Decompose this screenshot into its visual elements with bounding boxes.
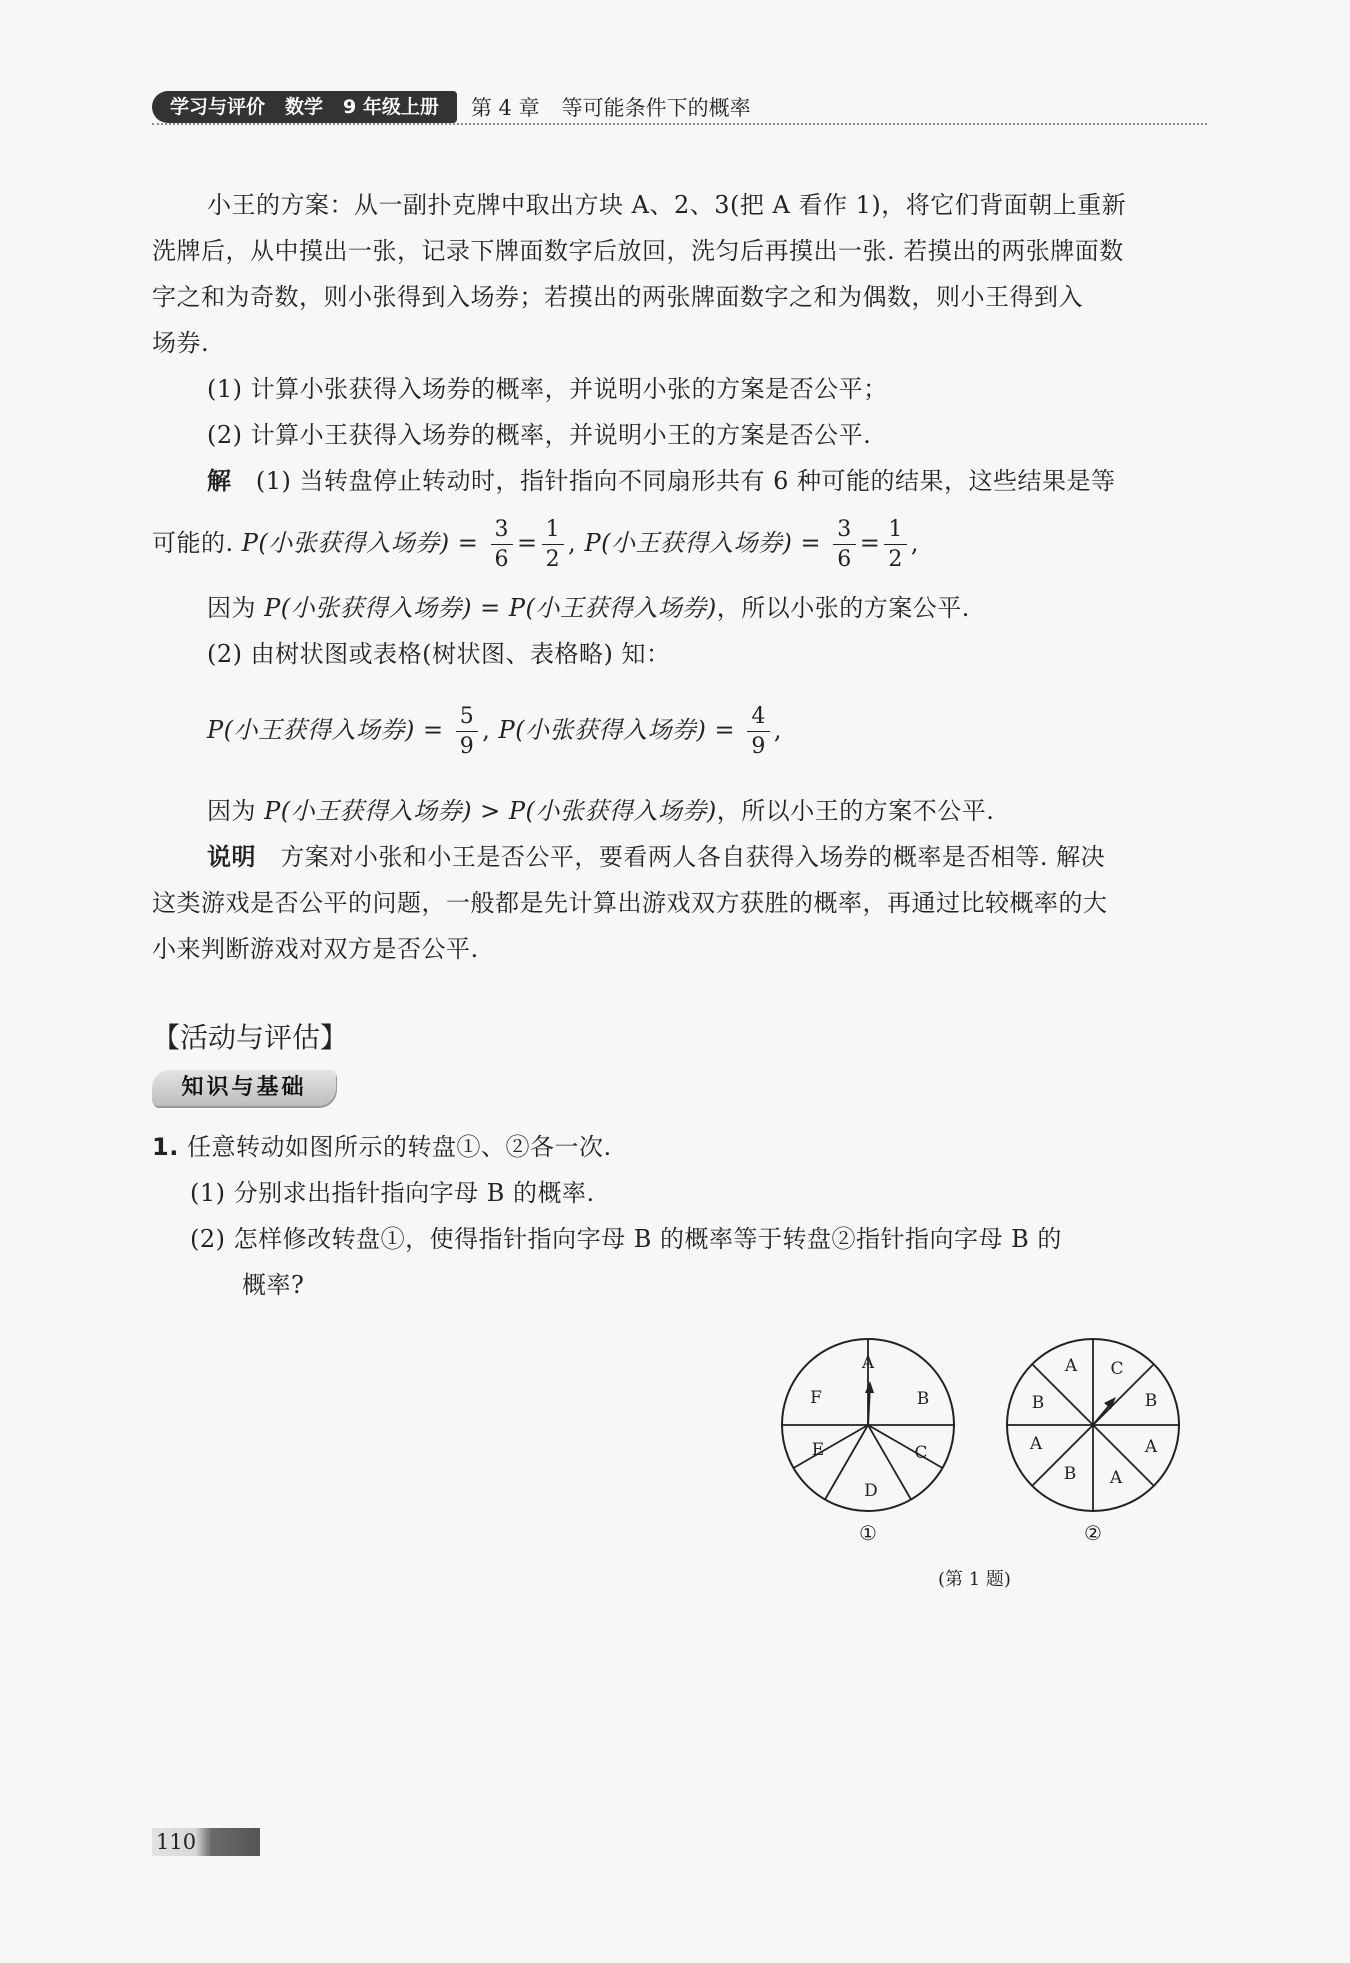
section-badge: 知识与基础 [152, 1070, 336, 1106]
solution-text: (1) 当转盘停止转动时，指针指向不同扇形共有 6 种可能的结果，这些结果是等 [255, 467, 1116, 495]
sector-label: D [864, 1481, 878, 1501]
question-2: (2) 计算小王获得入场券的概率，并说明小王的方案是否公平. [207, 421, 872, 449]
chapter-heading [471, 92, 751, 122]
book-subject: 数学 [285, 96, 324, 118]
running-header [152, 90, 751, 124]
fraction [747, 703, 770, 759]
sector-divider [825, 1425, 868, 1500]
spinner-1 [778, 1335, 958, 1515]
question-1: (1) 计算小张获得入场券的概率，并说明小张的方案是否公平； [207, 375, 888, 403]
text-run: 可能的. [152, 529, 234, 557]
book-series: 学习与评价 [170, 96, 266, 118]
fraction [833, 516, 856, 572]
sector-label: B [1144, 1391, 1158, 1411]
prob-expression: P(小王获得入场券) = [207, 716, 444, 744]
header-dotted-rule [152, 123, 1207, 125]
denominator: 2 [545, 546, 561, 572]
pointer-arrow-icon [865, 1381, 874, 1393]
note-line [207, 834, 1105, 880]
exercise-text: 任意转动如图所示的转盘①、②各一次. [186, 1133, 612, 1161]
note-label: 说明 [207, 843, 256, 871]
denominator: 9 [751, 733, 766, 759]
numerator: 3 [491, 519, 514, 545]
comma: , [568, 529, 577, 557]
sector-divider [794, 1425, 869, 1468]
numerator: 1 [884, 519, 907, 545]
note-line: 小来判断游戏对双方是否公平. [152, 935, 479, 963]
fraction [542, 516, 565, 572]
body-line: 洗牌后，从中摸出一张，记录下牌面数字后放回，洗匀后再摸出一张. 若摸出的两张牌面数 [152, 237, 1124, 265]
prob-expression: P(小王获得入场券) > P(小张获得入场券) [264, 797, 717, 825]
book-title-pill [152, 91, 457, 123]
body-line: 小王的方案：从一副扑克牌中取出方块 A、2、3(把 A 看作 1)，将它们背面朝上重新 [207, 191, 1127, 219]
exercise-part: (2) 怎样修改转盘①，使得指针指向字母 B 的概率等于转盘②指针指向字母 B 的 [190, 1225, 1062, 1253]
numerator: 4 [747, 706, 770, 732]
numerator: 3 [833, 519, 856, 545]
numerator: 5 [456, 706, 479, 732]
spinner-1-label: ① [859, 1521, 877, 1545]
solution-line [207, 458, 1116, 504]
solution-equation-line [207, 695, 782, 765]
comma: , [773, 716, 782, 744]
solution-equation-line [152, 508, 919, 578]
exercise-stem [152, 1124, 612, 1170]
sector-label: E [811, 1440, 825, 1460]
chapter-title: 等可能条件下的概率 [561, 96, 751, 120]
solution-line [207, 788, 994, 834]
solution-line: (2) 由树状图或表格(树状图、表格略) 知： [207, 640, 671, 668]
sector-label: C [1110, 1359, 1124, 1379]
numerator: 1 [542, 519, 565, 545]
comma: , [910, 529, 919, 557]
page-number: 110 [152, 1828, 260, 1856]
denominator: 6 [494, 546, 510, 572]
prob-expression: P(小张获得入场券) = [498, 716, 736, 744]
text-run: 因为 [207, 797, 256, 825]
book-grade: 9 年级上册 [343, 96, 439, 118]
sector-label: B [1063, 1464, 1077, 1484]
sector-label: A [1109, 1468, 1123, 1488]
equals-sign: = [859, 529, 881, 557]
note-line: 这类游戏是否公平的问题，一般都是先计算出游戏双方获胜的概率，再通过比较概率的大 [152, 889, 1108, 917]
section-title: 【活动与评估】 [152, 1021, 349, 1054]
spinner-2-label: ② [1084, 1521, 1102, 1545]
sector-label: F [810, 1388, 822, 1408]
body-line: 字之和为奇数，则小张得到入场券；若摸出的两张牌面数字之和为偶数，则小王得到入 [152, 283, 1083, 311]
denominator: 9 [459, 733, 475, 759]
note-text: 方案对小张和小王是否公平，要看两人各自获得入场券的概率是否相等. 解决 [280, 843, 1106, 871]
figure-caption: (第 1 题) [938, 1569, 1011, 1590]
fraction [491, 516, 514, 572]
comma: , [482, 716, 491, 744]
body-line: 场券. [152, 329, 210, 357]
fraction [456, 703, 479, 759]
solution-line [207, 585, 970, 631]
sector-divider [868, 1425, 943, 1468]
sector-label: A [861, 1353, 875, 1373]
exercise-number: 1. [152, 1133, 179, 1161]
sector-label: B [916, 1389, 930, 1409]
exercise-part: (1) 分别求出指针指向字母 B 的概率. [190, 1179, 595, 1207]
chapter-number: 第 4 章 [470, 96, 540, 120]
solution-label: 解 [207, 467, 232, 495]
fraction [884, 516, 907, 572]
text-run: 因为 [207, 594, 256, 622]
exercise-part: 概率? [242, 1271, 305, 1299]
equals-sign: = [517, 529, 538, 557]
sector-label: B [1031, 1393, 1045, 1413]
denominator: 6 [837, 546, 852, 572]
sector-label: C [914, 1443, 928, 1463]
sector-label: A [1064, 1356, 1078, 1376]
text-run: ，所以小王的方案不公平. [716, 797, 995, 825]
prob-expression: P(小王获得入场券) = [584, 529, 822, 557]
prob-expression: P(小张获得入场券) = [241, 529, 479, 557]
spinner-2 [1003, 1335, 1183, 1515]
text-run: ，所以小张的方案公平. [716, 594, 970, 622]
prob-expression: P(小张获得入场券) = P(小王获得入场券) [264, 594, 717, 622]
denominator: 2 [888, 546, 903, 572]
sector-label: A [1144, 1437, 1158, 1457]
sector-label: A [1029, 1434, 1043, 1454]
